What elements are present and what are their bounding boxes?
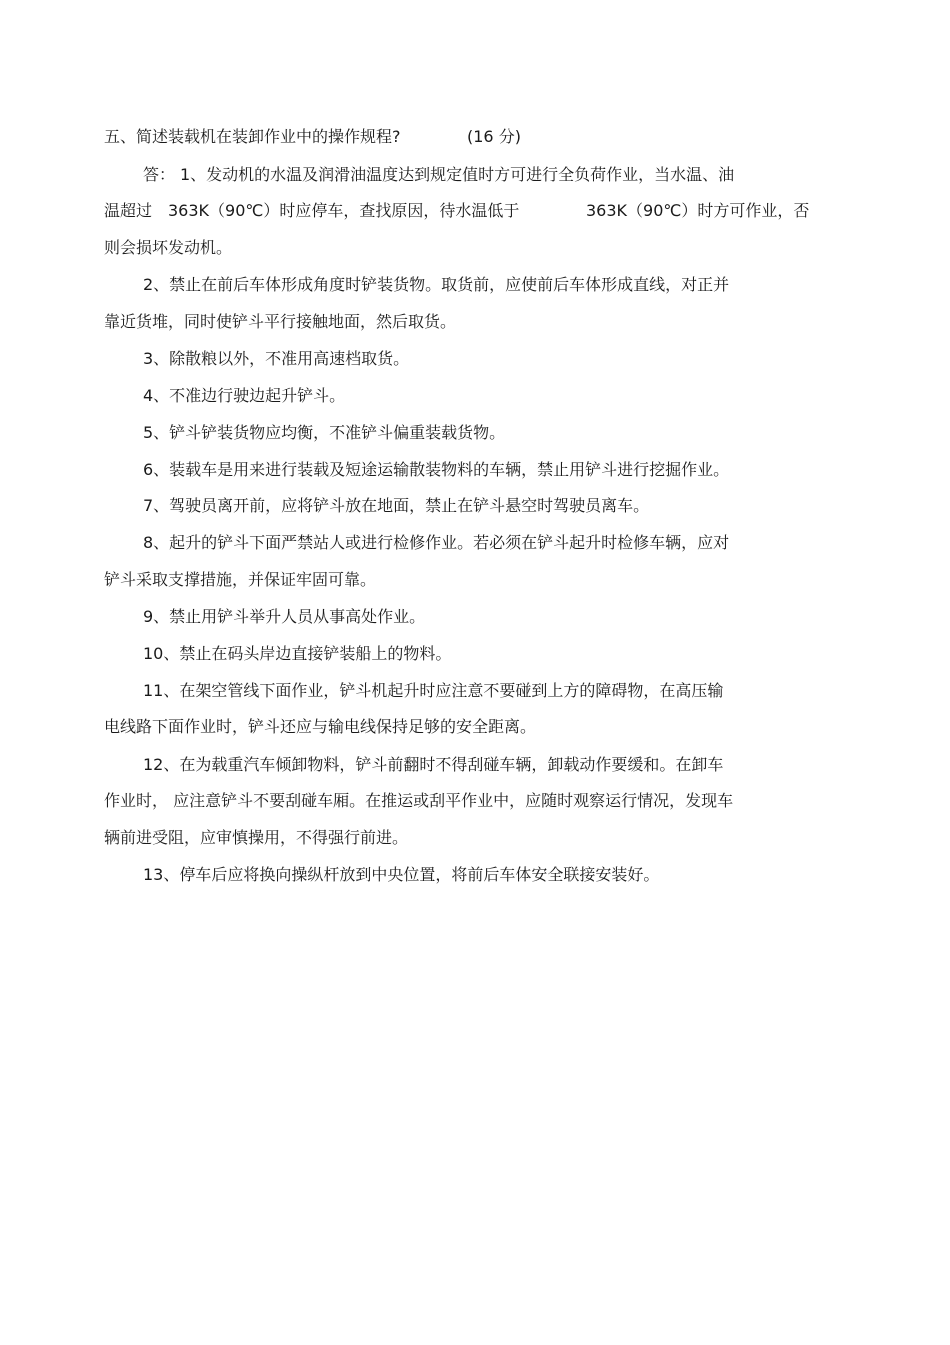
answer-item-3-text: 3、除散粮以外，不准用高速档取货。	[143, 349, 410, 368]
answer-item-8-line-2-text: 铲斗采取支撑措施，并保证牢固可靠。	[104, 570, 377, 589]
answer-item-7-text: 7、驾驶员离开前，应将铲斗放在地面，禁止在铲斗悬空时驾驶员离车。	[143, 496, 650, 515]
answer-item-1-line-2a: 温超过	[104, 201, 153, 220]
answer-item-1-text: 1、发动机的水温及润滑油温度达到规定值时方可进行全负荷作业，当水温、油	[180, 165, 735, 184]
answer-item-5-text: 5、铲斗铲装货物应均衡，不准铲斗偏重装载货物。	[143, 423, 506, 442]
answer-intro: 答：	[143, 165, 176, 184]
answer-item-11-text: 11、在架空管线下面作业，铲斗机起升时应注意不要碰到上方的障碍物，在高压输	[143, 681, 724, 700]
answer-item-12-line-2-text: 作业时， 应注意铲斗不要刮碰车厢。在推运或刮平作业中，应随时观察运行情况，发现车	[104, 791, 734, 810]
answer-item-11-line-2-text: 电线路下面作业时，铲斗还应与输电线保持足够的安全距离。	[104, 717, 537, 736]
answer-item-2-text: 2、禁止在前后车体形成角度时铲装货物。取货前，应使前后车体形成直线，对正并	[143, 275, 730, 294]
answer-item-12-line-3-text: 辆前进受阻，应审慎操用，不得强行前进。	[104, 828, 409, 847]
answer-item-4-text: 4、不准边行驶边起升铲斗。	[143, 386, 346, 405]
answer-item-1-line-2c: 363K（90℃）时方可作业，否	[586, 201, 810, 220]
answer-item-1-line-2b: 363K（90℃）时应停车，查找原因，待水温低于	[168, 201, 520, 220]
answer-item-1-line-3-text: 则会损坏发动机。	[104, 238, 233, 257]
answer-item-9-text: 9、禁止用铲斗举升人员从事高处作业。	[143, 607, 426, 626]
answer-item-13-text: 13、停车后应将换向操纵杆放到中央位置，将前后车体安全联接安装好。	[143, 865, 660, 884]
answer-item-2-line-2-text: 靠近货堆，同时使铲斗平行接触地面，然后取货。	[104, 312, 457, 331]
question-text: 五、简述装载机在装卸作业中的操作规程?	[104, 127, 401, 146]
question-score: (16 分)	[467, 127, 521, 146]
answer-item-10-text: 10、禁止在码头岸边直接铲装船上的物料。	[143, 644, 452, 663]
answer-item-8-text: 8、起升的铲斗下面严禁站人或进行检修作业。若必须在铲斗起升时检修车辆，应对	[143, 533, 730, 552]
answer-item-6-text: 6、装载车是用来进行装载及短途运输散装物料的车辆，禁止用铲斗进行挖掘作业。	[143, 460, 730, 479]
answer-item-12-text: 12、在为载重汽车倾卸物料，铲斗前翻时不得刮碰车辆，卸载动作要缓和。在卸车	[143, 755, 724, 774]
